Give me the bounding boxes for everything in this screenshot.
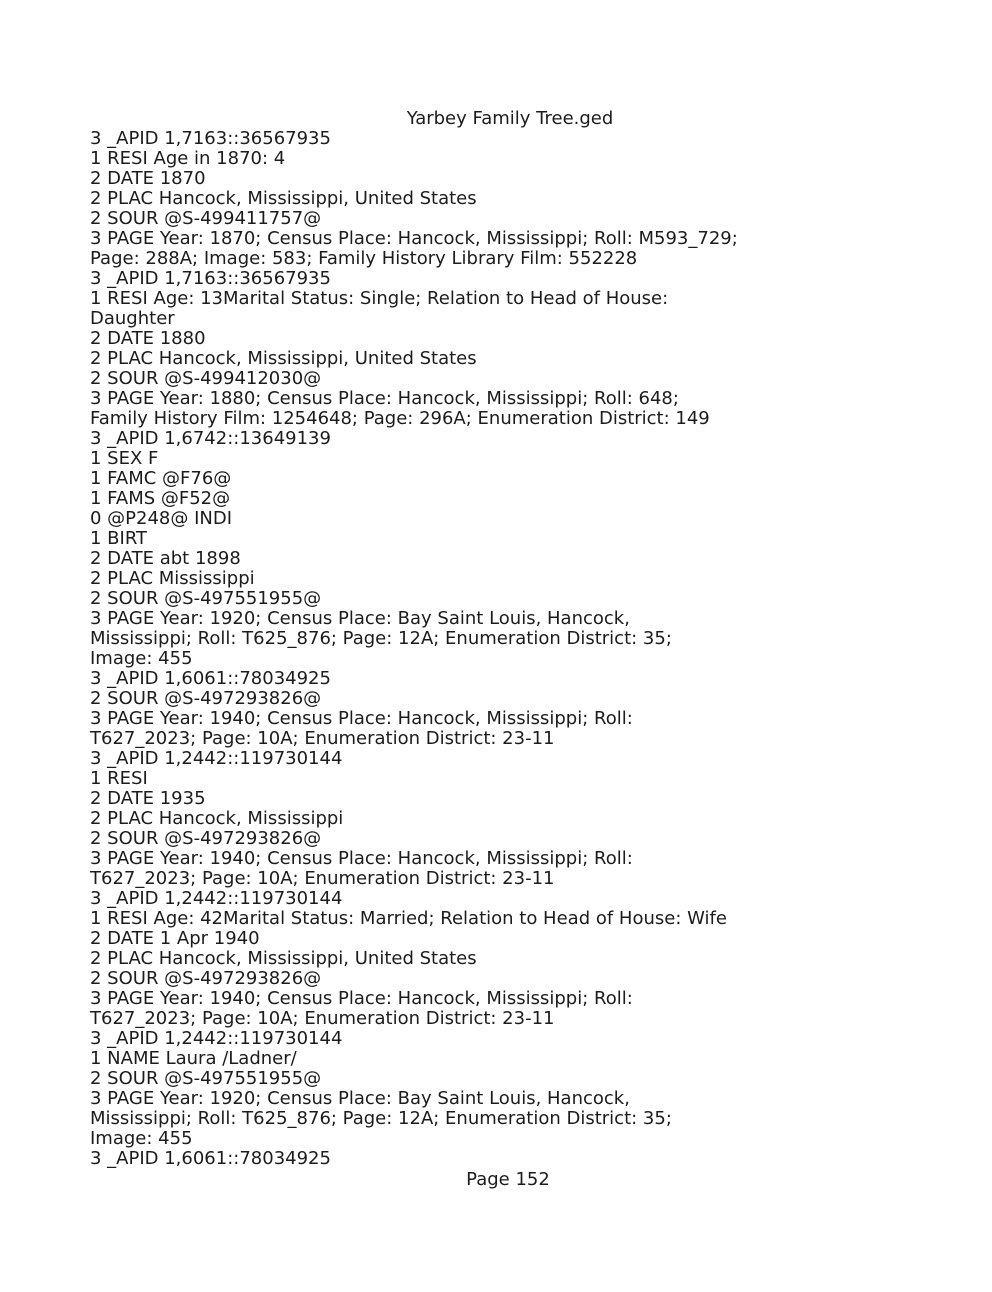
text-line: 1 FAMC @F76@ [90,468,232,489]
text-line: 2 DATE 1870 [90,168,206,189]
text-line: 1 SEX F [90,448,159,469]
text-line: 2 DATE abt 1898 [90,548,241,569]
text-line: 3 _APID 1,7163::36567935 [90,128,331,149]
text-line: 2 PLAC Hancock, Mississippi, United States [90,948,477,969]
text-line: 3 PAGE Year: 1880; Census Place: Hancock, Mississippi; Roll: 648; [90,388,679,409]
text-line: Image: 455 [90,1128,193,1149]
text-line: 3 PAGE Year: 1920; Census Place: Bay Saint Louis, Hancock, [90,608,630,629]
text-line: 1 RESI Age: 13Marital Status: Single; Relation to Head of House: [90,288,669,309]
text-line: Daughter [90,308,175,329]
text-line: 3 _APID 1,6061::78034925 [90,1148,331,1169]
text-line: T627_2023; Page: 10A; Enumeration District: 23-11 [90,1008,555,1029]
text-line: 2 SOUR @S-497293826@ [90,688,322,709]
text-line: Mississippi; Roll: T625_876; Page: 12A; Enumeration District: 35; [90,628,672,649]
text-line: Page: 288A; Image: 583; Family History Library Film: 552228 [90,248,638,269]
text-line: 2 DATE 1 Apr 1940 [90,928,260,949]
text-line: 2 PLAC Hancock, Mississippi, United States [90,348,477,369]
text-line: 2 DATE 1880 [90,328,206,349]
text-line: 3 PAGE Year: 1870; Census Place: Hancock, Mississippi; Roll: M593_729; [90,228,738,249]
text-line: 3 _APID 1,7163::36567935 [90,268,331,289]
text-line: 0 @P248@ INDI [90,508,233,529]
text-line: 1 RESI Age: 42Marital Status: Married; Relation to Head of House: Wife [90,908,727,929]
text-line: 1 FAMS @F52@ [90,488,231,509]
text-line: 1 BIRT [90,528,148,549]
page-number: Page 152 [466,1169,550,1190]
document-body [90,129,970,1169]
text-line: 3 _APID 1,2442::119730144 [90,748,343,769]
document-title: Yarbey Family Tree.ged [406,108,614,129]
text-line: T627_2023; Page: 10A; Enumeration District: 23-11 [90,728,555,749]
text-line: 3 PAGE Year: 1940; Census Place: Hancock, Mississippi; Roll: [90,708,633,729]
text-line: 2 PLAC Hancock, Mississippi, United States [90,188,477,209]
text-line: 3 _APID 1,6061::78034925 [90,668,331,689]
text-line: 2 PLAC Mississippi [90,568,255,589]
text-line: T627_2023; Page: 10A; Enumeration District: 23-11 [90,868,555,889]
text-line: 2 SOUR @S-497293826@ [90,828,322,849]
text-line: Mississippi; Roll: T625_876; Page: 12A; Enumeration District: 35; [90,1108,672,1129]
text-line: 2 SOUR @S-497293826@ [90,968,322,989]
text-line: 1 NAME Laura /Ladner/ [90,1048,297,1069]
text-line: 2 DATE 1935 [90,788,206,809]
text-line: 2 SOUR @S-497551955@ [90,1068,322,1089]
text-line: Image: 455 [90,648,193,669]
text-line: Family History Film: 1254648; Page: 296A; Enumeration District: 149 [90,408,710,429]
text-line: 1 RESI [90,768,148,789]
text-line: 2 SOUR @S-499411757@ [90,208,322,229]
text-line: 1 RESI Age in 1870: 4 [90,148,286,169]
text-line: 3 PAGE Year: 1940; Census Place: Hancock, Mississippi; Roll: [90,848,633,869]
text-line: 2 SOUR @S-499412030@ [90,368,322,389]
text-line: 2 PLAC Hancock, Mississippi [90,808,344,829]
text-line: 3 PAGE Year: 1940; Census Place: Hancock, Mississippi; Roll: [90,988,633,1009]
text-line: 3 PAGE Year: 1920; Census Place: Bay Saint Louis, Hancock, [90,1088,630,1109]
text-line: 3 _APID 1,2442::119730144 [90,888,343,909]
text-line: 2 SOUR @S-497551955@ [90,588,322,609]
text-line: 3 _APID 1,6742::13649139 [90,428,331,449]
text-line: 3 _APID 1,2442::119730144 [90,1028,343,1049]
